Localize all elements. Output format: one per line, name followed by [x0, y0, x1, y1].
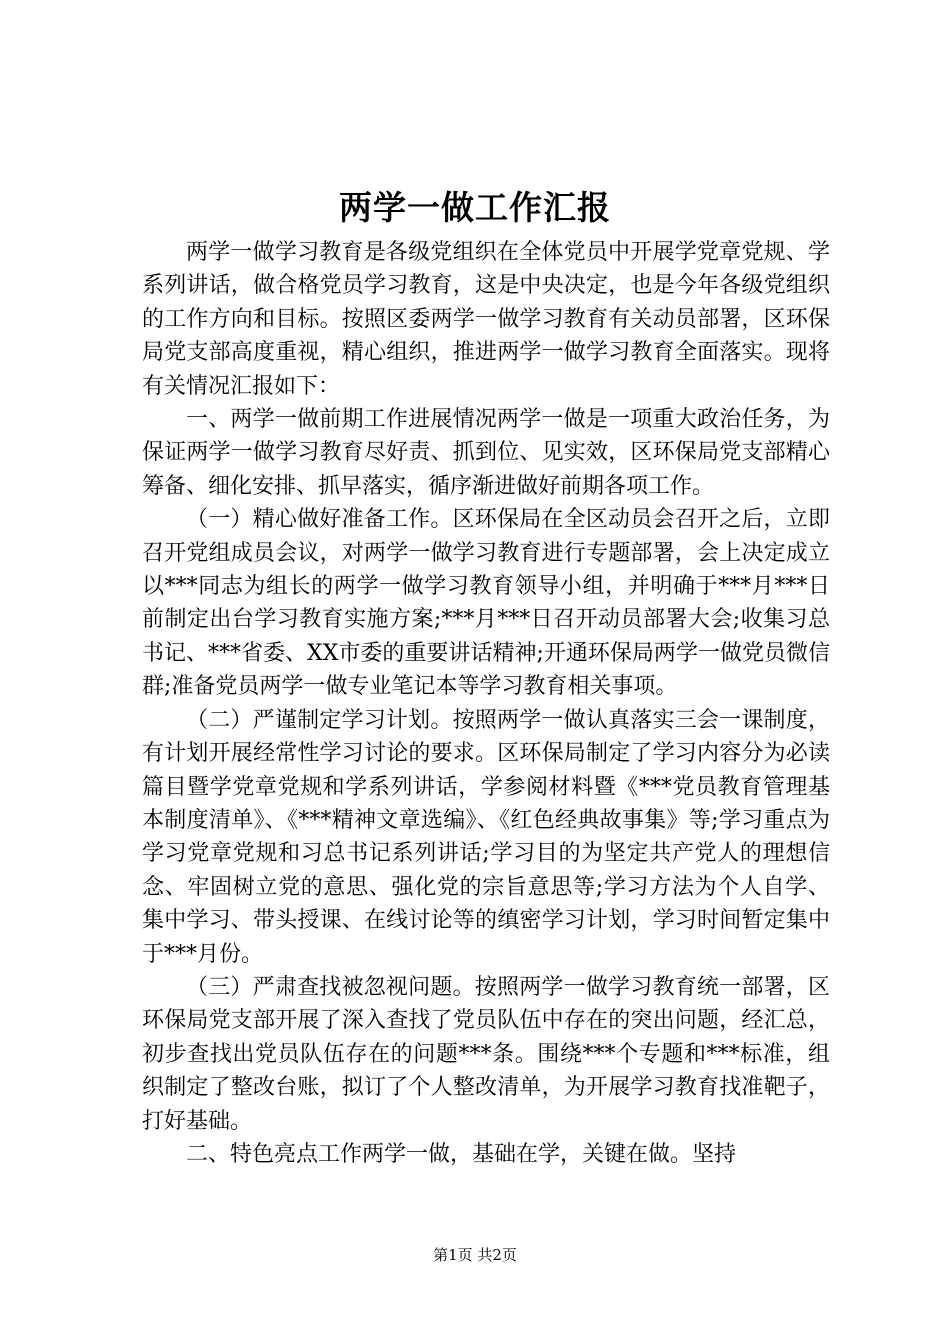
- paragraph-subsection-3: （三）严肃查找被忽视问题。按照两学一做学习教育统一部署，区环保局党支部开展了深入查找了党员队伍中存在的突出问题，经汇总，初步查找出党员队伍存在的问题***条。围绕***个专题和***标准，组织制定了整改台账，拟订了个人整改清单，为开展学习教育找准靶子，打好基础。: [142, 974, 830, 1134]
- paragraph-section-2: 二、特色亮点工作两学一做，基础在学，关键在做。坚持: [186, 1141, 737, 1167]
- page-footer: 第1页 共2页: [433, 1246, 517, 1264]
- paragraph-section-1: 一、两学一做前期工作进展情况两学一做是一项重大政治任务，为保证两学一做学习教育尽好责、抓到位、见实效，区环保局党支部精心筹备、细化安排、抓早落实，循序渐进做好前期各项工作。: [142, 407, 830, 499]
- document-body: [142, 236, 830, 1171]
- document-title: 两学一做工作汇报: [339, 188, 611, 227]
- paragraph-intro: 两学一做学习教育是各级党组织在全体党员中开展学党章党规、学系列讲话，做合格党员学习教育，这是中央决定，也是今年各级党组织的工作方向和目标。按照区委两学一做学习教育有关动员部署，区环保局党支部高度重视，精心组织，推进两学一做学习教育全面落实。现将有关情况汇报如下：: [142, 240, 830, 399]
- paragraph-subsection-2: （二）严谨制定学习计划。按照两学一做认真落实三会一课制度，有计划开展经常性学习讨论的要求。区环保局制定了学习内容分为必读篇目暨学党章党规和学系列讲话，学参阅材料暨《***党员教育管理基本制度清单》、《***精神文章选编》、《红色经典故事集》等;学习重点为学习党章党规和习总书记系列讲话;学习目的为坚定共产党人的理想信念、牢固树立党的意思、强化党的宗旨意思等;学习方法为个人自学、集中学习、带头授课、在线讨论等的缜密学习计划，学习时间暂定集中于***月份。: [142, 707, 830, 967]
- paragraph-subsection-1: （一）精心做好准备工作。区环保局在全区动员会召开之后，立即召开党组成员会议，对两学一做学习教育进行专题部署，会上决定成立以***同志为组长的两学一做学习教育领导小组，并明确于***月***日前制定出台学习教育实施方案;***月***日召开动员部署大会;收集习总书记、***省委、XX市委的重要讲话精神;开通环保局两学一做党员微信群;准备党员两学一做专业笔记本等学习教育相关事项。: [142, 507, 830, 700]
